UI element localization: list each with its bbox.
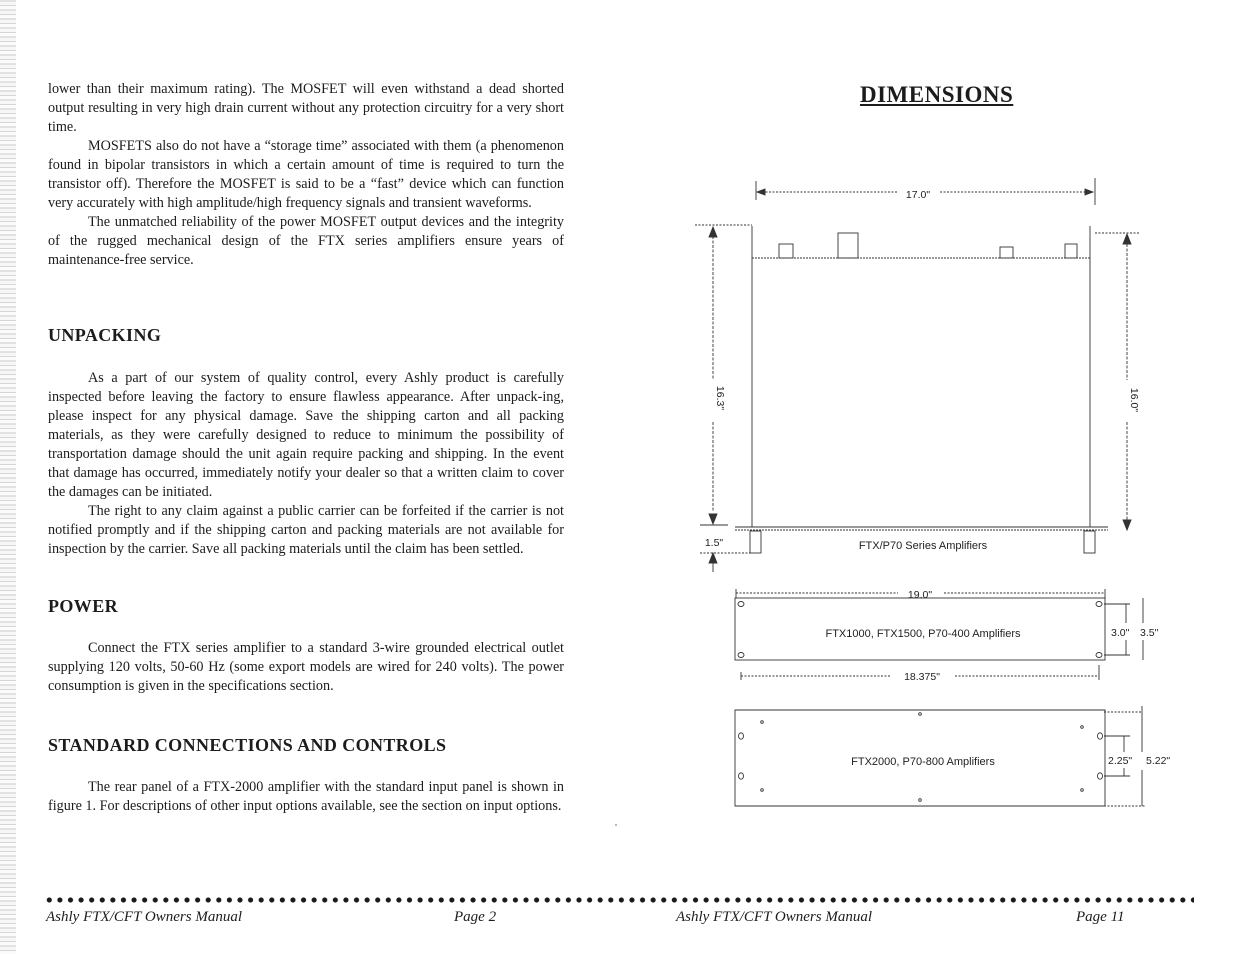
panel-2-screw-3 [1081,726,1084,729]
footer-manual-title-left: Ashly FTX/CFT Owners Manual [46,909,242,925]
feet-height-arrow [709,553,717,563]
panel-1-hole-bl [738,653,744,658]
panel-1-caption: FTX1000, FTX1500, P70-400 Amplifiers [825,628,1021,640]
dimensions-title: DIMENSIONS [860,82,1014,107]
left-depth-arrow-top [709,227,717,237]
unpacking-paragraph-2: The right to any claim against a public carrier can be forfeited if the carrier is not notified promptly and if the shipping carton and packing materials are not available for inspection by the carrier. Save all packing materials until the claim has been settled. [48,503,564,557]
panel-2-hole-r1 [1098,733,1103,739]
handle-1 [779,244,793,258]
footer-page-number-left: Page 2 [454,909,497,925]
top-width-label: 17.0" [905,189,931,201]
panel-1-hole-br [1096,653,1102,658]
handle-2 [838,233,858,258]
panel-1-hole-tl [738,602,744,607]
panel-1-height-outer-label: 3.5" [1140,627,1159,639]
top-width-arrow-left [757,189,765,195]
panel-2-screw-4 [761,789,764,792]
unpacking-paragraph-1: As a part of our system of quality control, every Ashly product is carefully inspected before leaving the factory to ensure flawless appearance. After unpack-ing, please inspect for any physical damage. Save the shipping carton and all packing materials, as they were carefully designed to reduce to minimum the possibility of transportation damage should the unit again require packing and shipping. In the event that damage has occurred, immediately notify your dealer so that a written claim to cover the damages can be initiated. [48,370,564,500]
panel-1-width-label: 19.0" [907,589,933,601]
right-depth-arrow-bottom [1123,520,1131,530]
panel-2-height-inner-label: 2.25" [1108,755,1133,767]
panel-2-screw-1 [761,721,764,724]
panel-2-screw-5 [919,799,922,802]
panel-1-height-inner-label: 3.0" [1111,627,1130,639]
unpacking-heading: UNPACKING [48,325,162,345]
handle-4 [1065,244,1077,258]
right-depth-arrow-top [1123,234,1131,244]
left-depth-label: 16.3" [714,385,726,411]
footer-dot-rule [44,896,1194,904]
intro-paragraph-3: The unmatched reliability of the power MOSFET output devices and the integrity of the rugged mechanical design of the FTX series amplifiers ensure years of maintenance-free service. [48,214,564,268]
panel-1-hole-tr [1096,602,1102,607]
panel-2-caption: FTX2000, P70-800 Amplifiers [851,756,995,768]
panel-2-screw-6 [1081,789,1084,792]
power-paragraph-1: Connect the FTX series amplifier to a standard 3-wire grounded electrical outlet supplying 120 volts, 50-60 Hz (some export models are wired for 240 volts). The power consumption is given in the specifications section. [48,640,564,694]
foot-right [1084,531,1095,553]
connections-paragraph-1: The rear panel of a FTX-2000 amplifier with the standard input panel is shown in figure 1. For descriptions of other input options available, see the section on input options. [48,779,564,814]
connections-heading: STANDARD CONNECTIONS AND CONTROLS [48,735,447,755]
panel-2-hole-l1 [739,733,744,739]
panel-1-hole-spacing-label: 18.375" [904,671,940,683]
panel-2-height-outer-label: 5.22" [1146,755,1171,767]
intro-paragraph-1: lower than their maximum rating). The MOSFET will even withstand a dead shorted output resulting in very high drain current without any protection circuitry for a very short time. [48,81,564,135]
panel-2-screw-2 [919,713,922,716]
left-depth-arrow-bottom [709,514,717,524]
footer-page-number-right: Page 11 [1076,909,1125,925]
footer-manual-title-right: Ashly FTX/CFT Owners Manual [676,909,872,925]
top-view-caption: FTX/P70 Series Amplifiers [858,540,988,552]
foot-left [750,531,761,553]
right-depth-label: 16.0" [1128,387,1140,413]
top-width-arrow-right [1085,189,1093,195]
feet-height-label: 1.5" [704,537,724,549]
panel-2-hole-r2 [1098,773,1103,779]
panel-2-hole-l2 [739,773,744,779]
power-heading: POWER [48,596,119,616]
handle-3 [1000,247,1013,258]
intro-paragraph-2: MOSFETS also do not have a “storage time” associated with them (a phenomenon found in bipolar transistors in which a certain amount of time is required to turn the transistor off). Therefore the MOSFET is said to be a “fast” device which can function very accurately with high amplitude/high frequency signals and transient waveforms. [48,138,564,211]
